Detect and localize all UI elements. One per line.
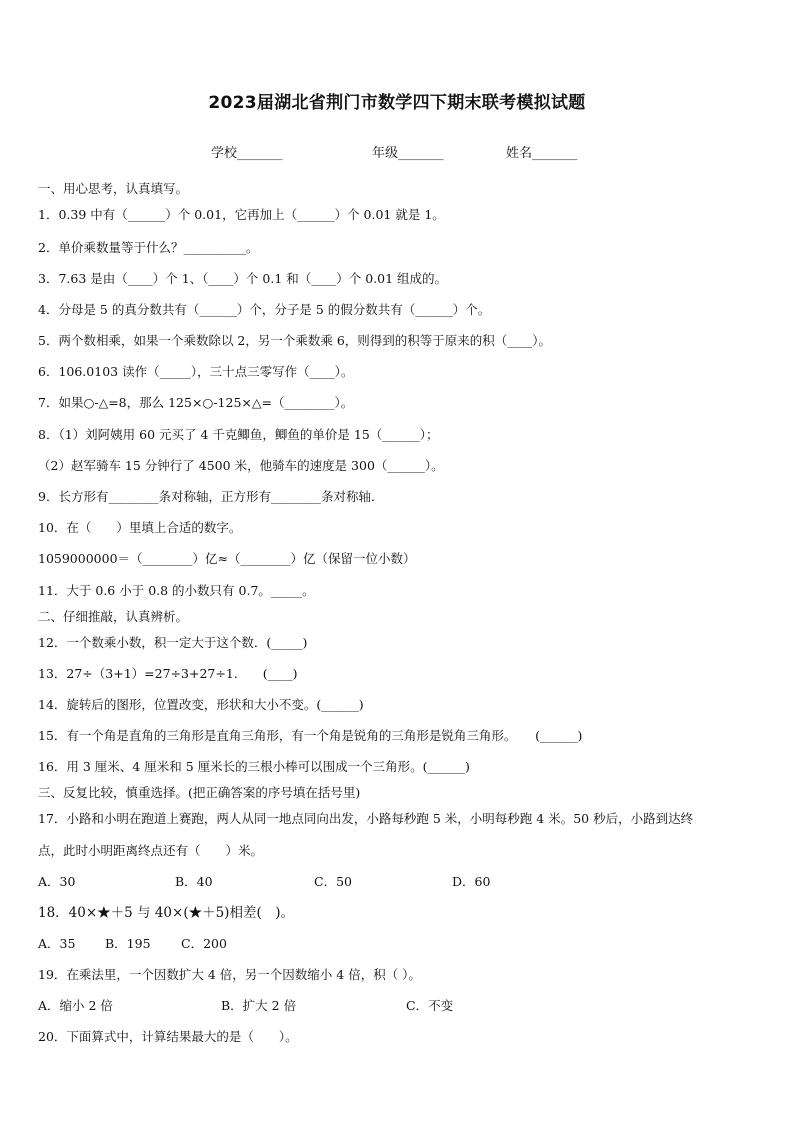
q17-choice-a: A．30 [38, 874, 76, 889]
question-8-part-1: 8．（1）刘阿姨用 60 元买了 4 千克鲫鱼，鲫鱼的单价是 15（______）； [38, 427, 439, 442]
question-17: 17．小路和小明在跑道上赛跑，两人从同一地点同向出发，小路每秒跑 5 米，小明每秒跑 4 米。50 秒后，小路到达终 [38, 811, 694, 826]
question-5: 5．两个数相乘，如果一个乘数除以 2，另一个乘数乘 6，则得到的积等于原来的积（____）。 [38, 333, 552, 348]
q18-choice-b: B．195 [105, 936, 151, 951]
question-20: 20．下面算式中，计算结果最大的是（ ）。 [38, 1029, 298, 1044]
question-17-continued: 点，此时小明距离终点还有（ ）米。 [38, 843, 264, 858]
question-18: 18．40×★＋5 与 40×(★＋5)相差( )。 [38, 905, 294, 921]
question-4: 4．分母是 5 的真分数共有（______）个，分子是 5 的假分数共有（______）个。 [38, 302, 491, 317]
question-13: 13．27÷（3+1）=27÷3+27÷1. (____) [38, 666, 298, 681]
section-heading-1: 一、用心思考，认真填写。 [38, 181, 189, 196]
q18-choice-a: A．35 [38, 936, 76, 951]
q18-choice-c: C．200 [181, 936, 227, 951]
q17-choice-d: D．60 [452, 874, 491, 889]
q17-choice-c: C．50 [314, 874, 352, 889]
question-12: 12．一个数乘小数，积一定大于这个数．(_____) [38, 635, 308, 650]
section-heading-2: 二、仔细推敲，认真辨析。 [38, 609, 189, 624]
question-2: 2．单价乘数量等于什么？__________。 [38, 240, 259, 255]
page-title: 2023届湖北省荆门市数学四下期末联考模拟试题 [208, 93, 586, 113]
q19-choice-a: A．缩小 2 倍 [38, 998, 113, 1013]
question-8-part-2: （2）赵军骑车 15 分钟行了 4500 米，他骑车的速度是 300（______）。 [38, 458, 444, 473]
q19-choice-c: C．不变 [406, 998, 454, 1013]
school-field: 学校_______ [211, 146, 283, 161]
question-11: 11．大于 0.6 小于 0.8 的小数只有 0.7。_____。 [38, 583, 315, 598]
question-6: 6．106.0103 读作（_____），三十点三零写作（____）。 [38, 364, 354, 379]
question-1: 1．0.39 中有（______）个 0.01，它再加上（______）个 0.01 就是 1。 [38, 207, 445, 222]
q17-choice-b: B．40 [175, 874, 213, 889]
question-10: 10．在（ ）里填上合适的数字。 [38, 520, 242, 535]
q19-choice-b: B．扩大 2 倍 [221, 998, 297, 1013]
section-heading-3: 三、反复比较，慎重选择。(把正确答案的序号填在括号里) [38, 785, 361, 800]
question-10-body: 1059000000＝（________）亿≈（________）亿（保留一位小数） [38, 551, 416, 566]
question-9: 9．长方形有________条对称轴，正方形有________条对称轴． [38, 489, 384, 504]
question-16: 16．用 3 厘米、4 厘米和 5 厘米长的三根小棒可以围成一个三角形。(______) [38, 759, 470, 774]
question-19: 19．在乘法里，一个因数扩大 4 倍，另一个因数缩小 4 倍，积（ ）。 [38, 967, 421, 982]
question-7: 7．如果○-△=8，那么 125×○-125×△=（________）。 [38, 395, 354, 410]
question-15: 15．有一个角是直角的三角形是直角三角形，有一个角是锐角的三角形是锐角三角形。 (______) [38, 728, 583, 743]
question-3: 3．7.63 是由（____）个 1、（____）个 0.1 和（____）个 0.01 组成的。 [38, 271, 448, 286]
question-14: 14．旋转后的图形，位置改变，形状和大小不变。(______) [38, 697, 364, 712]
grade-field: 年级_______ [372, 146, 444, 161]
name-field: 姓名_______ [506, 146, 578, 161]
